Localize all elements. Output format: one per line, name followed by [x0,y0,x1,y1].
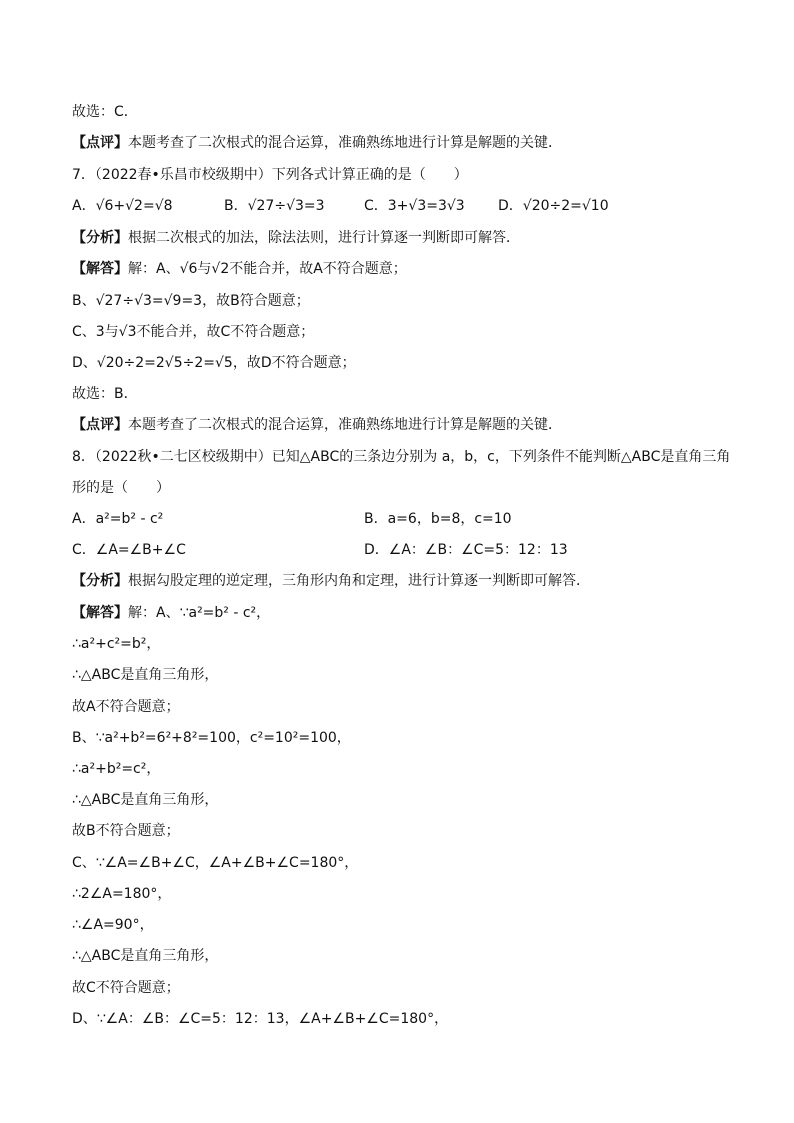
q8-answer-step-7: ∴△ABC是直角三角形， [72,792,219,808]
analysis-text: 根据勾股定理的逆定理，三角形内角和定理，进行计算逐一判断即可解答． [128,573,590,589]
answer-tag: 【解答】 [72,605,128,621]
q8-answer-step-14: D、∵∠A：∠B：∠C=5：12：13，∠A+∠B+∠C=180°， [72,1011,449,1027]
q8-stem-line-2: 形的是（ ） [72,480,170,496]
q6-review [72,133,562,153]
review-tag: 【点评】 [72,417,128,433]
q8-answer-step-1 [72,603,270,623]
q7-answer-step-4: D、√20÷2=2√5÷2=√5，故D不符合题意； [72,355,356,371]
q7-answer-step-1 [72,259,407,279]
q8-answer-step-6: ∴a²+b²=c²， [72,761,161,777]
q8-answer-step-5: B、∵a²+b²=6²+8²=100，c²=10²=100， [72,730,351,746]
q8-answer-step-13: 故C不符合题意； [72,980,180,996]
q7-option-c: C．3+√3=3√3 [364,198,465,214]
q8-answer-step-3: ∴△ABC是直角三角形， [72,667,219,683]
answer-tag: 【解答】 [72,261,128,277]
q7-option-b: B．√27÷√3=3 [224,198,325,214]
analysis-tag: 【分析】 [72,573,128,589]
q7-answer-step-2: B、√27÷√3=√9=3，故B符合题意； [72,293,310,309]
answer-step: 解：A、√6与√2不能合并，故A不符合题意； [128,261,407,277]
q7-option-d: D．√20÷2=√10 [498,198,609,214]
q7-option-a: A．√6+√2=√8 [72,198,173,214]
q8-option-d: D．∠A：∠B：∠C=5：12：13 [364,542,568,558]
q8-option-b: B．a=6，b=8，c=10 [364,511,512,527]
analysis-text: 根据二次根式的加法，除法法则，进行计算逐一判断即可解答． [128,230,520,246]
q8-stem-line-1: 8．（2022秋•二七区校级期中）已知△ABC的三条边分别为 a，b，c，下列条件不能判断△ABC是直角三角 [72,449,731,465]
q8-answer-step-12: ∴△ABC是直角三角形， [72,948,219,964]
review-text: 本题考查了二次根式的混合运算，准确熟练地进行计算是解题的关键． [128,135,562,151]
q8-answer-step-8: 故B不符合题意； [72,823,180,839]
q8-option-a: A．a²=b² - c² [72,511,164,527]
answer-step: 解：A、∵a²=b² - c²， [128,605,271,621]
q8-answer-step-2: ∴a²+c²=b²， [72,636,161,652]
q8-answer-step-9: C、∵∠A=∠B+∠C，∠A+∠B+∠C=180°， [72,855,359,871]
q7-analysis [72,228,520,248]
review-tag: 【点评】 [72,135,128,151]
q8-answer-step-10: ∴2∠A=180°， [72,886,172,902]
q6-conclusion: 故选：C． [72,104,138,120]
q7-conclusion: 故选：B． [72,386,138,402]
q7-answer-step-3: C、3与√3不能合并，故C不符合题意； [72,324,315,340]
q8-answer-step-4: 故A不符合题意； [72,699,180,715]
q7-review [72,415,562,435]
analysis-tag: 【分析】 [72,230,128,246]
q8-answer-step-11: ∴∠A=90°， [72,917,154,933]
q7-stem: 7．（2022春•乐昌市校级期中）下列各式计算正确的是（ ） [72,167,468,183]
review-text: 本题考查了二次根式的混合运算，准确熟练地进行计算是解题的关键． [128,417,562,433]
q8-analysis [72,571,590,591]
q8-option-c: C．∠A=∠B+∠C [72,542,186,558]
